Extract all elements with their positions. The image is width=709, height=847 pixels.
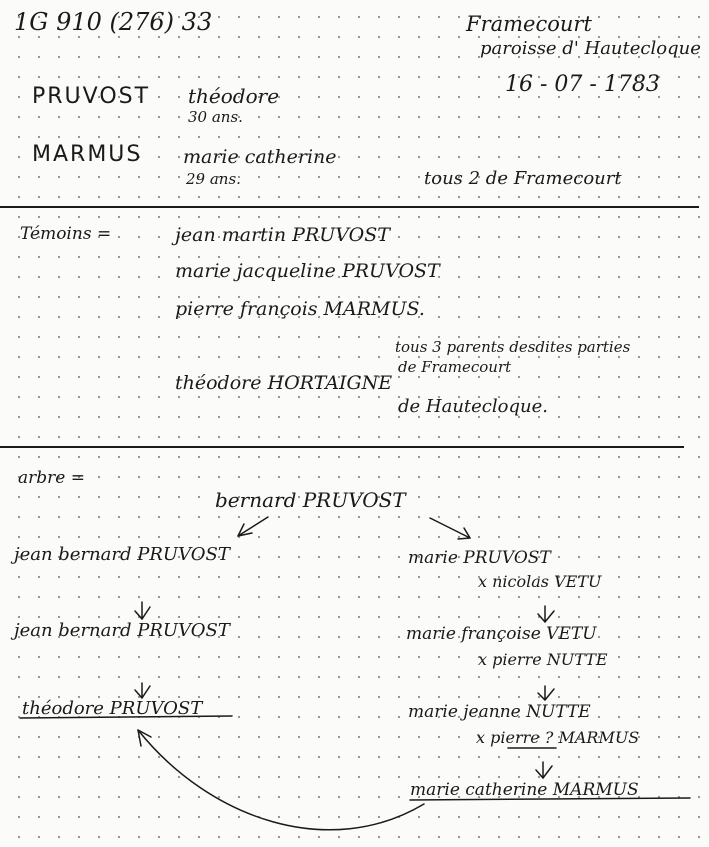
tree-right-person: marie jeanne NUTTE xyxy=(408,702,591,722)
tree-right-person: marie PRUVOST xyxy=(408,548,551,568)
section-divider-2 xyxy=(0,446,684,448)
tree-right-spouse: x pierre ? MARMUS xyxy=(476,728,640,747)
arrowhead xyxy=(458,528,470,539)
tree-left-person: jean bernard PRUVOST xyxy=(14,544,230,565)
tree-right-spouse: x nicolas VETU xyxy=(478,572,602,591)
tree-label: arbre = xyxy=(18,468,85,488)
witnesses-note-origin: de Framecourt xyxy=(398,358,512,376)
section-divider-1 xyxy=(0,206,699,208)
tree-left-person: théodore PRUVOST xyxy=(22,698,203,719)
groom-given-name: théodore xyxy=(188,84,280,108)
groom-surname: PRUVOST xyxy=(32,84,151,109)
witness-origin: de Hautecloque. xyxy=(398,396,548,417)
arrowhead xyxy=(138,730,151,746)
witness-name: jean martin PRUVOST xyxy=(175,224,390,246)
descent-arrow xyxy=(538,606,554,622)
tree-right-person: marie françoise VETU xyxy=(406,624,597,644)
descent-arrow xyxy=(135,683,150,698)
witness-name: théodore HORTAIGNE xyxy=(175,372,393,394)
record-date: 16 - 07 - 1783 xyxy=(505,72,660,97)
witnesses-note: tous 3 parents desdites parties xyxy=(395,338,631,356)
spouses-origin: tous 2 de Framecourt xyxy=(424,168,622,189)
arrowhead xyxy=(238,524,252,536)
tree-left-person: jean bernard PRUVOST xyxy=(14,620,230,641)
document-reference: 1G 910 (276) 33 xyxy=(14,8,213,36)
branch-arrow xyxy=(238,517,268,536)
bride-age: 29 ans. xyxy=(186,170,241,188)
witness-name: pierre françois MARMUS. xyxy=(175,298,425,320)
descent-arrow xyxy=(135,602,150,619)
place-name: Framecourt xyxy=(466,12,592,36)
descent-arrow xyxy=(536,762,552,778)
tree-right-person: marie catherine MARMUS xyxy=(410,780,639,800)
bride-given-name: marie catherine xyxy=(183,146,337,168)
descent-arrow xyxy=(538,686,554,700)
witness-name: marie jacqueline PRUVOST xyxy=(175,260,440,282)
spouse-connection-curve xyxy=(138,730,424,830)
groom-age: 30 ans. xyxy=(188,108,243,126)
tree-right-spouse: x pierre NUTTE xyxy=(478,650,608,669)
tree-root: bernard PRUVOST xyxy=(215,488,406,512)
parish-name: paroisse d' Hautecloque xyxy=(480,38,701,59)
witnesses-label: Témoins = xyxy=(20,224,112,244)
branch-arrow xyxy=(430,518,470,538)
bride-surname: MARMUS xyxy=(32,142,143,167)
